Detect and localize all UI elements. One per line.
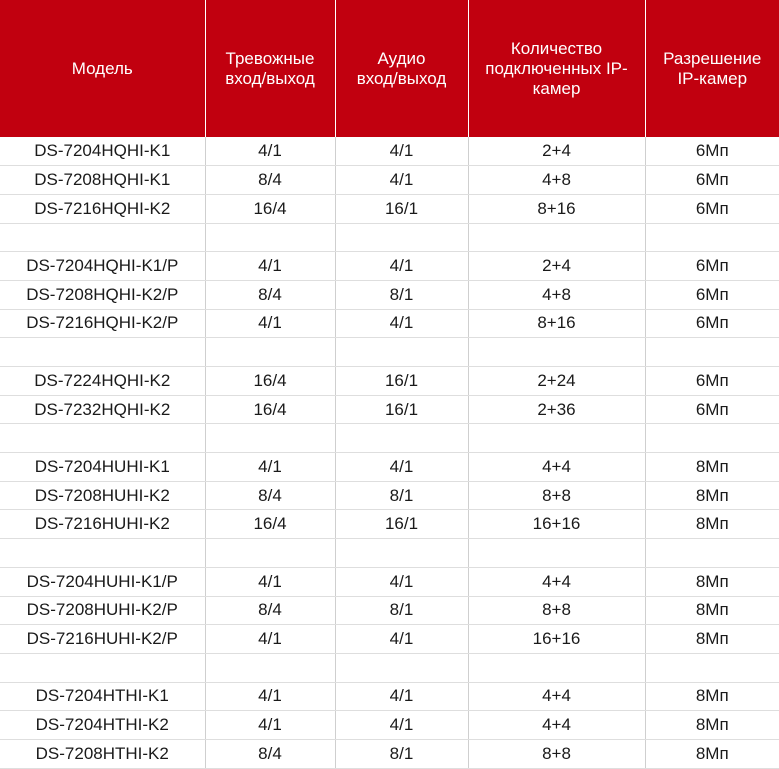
cell-model: DS-7208HUHI-K2 xyxy=(0,481,205,510)
cell-alarm-io: 4/1 xyxy=(205,309,335,338)
cell-ip-camera-count: 8+16 xyxy=(468,309,645,338)
cell-ip-camera-resolution xyxy=(645,653,779,682)
header-alarm-io: Тревожные вход/выход xyxy=(205,0,335,137)
cell-audio-io: 4/1 xyxy=(335,625,468,654)
cell-alarm-io: 4/1 xyxy=(205,252,335,281)
table-header xyxy=(0,0,779,137)
cell-ip-camera-count: 4+4 xyxy=(468,711,645,740)
cell-ip-camera-count: 4+4 xyxy=(468,453,645,482)
cell-ip-camera-count xyxy=(468,338,645,367)
header-ip-camera-count: Количество подключенных IP- камер xyxy=(468,0,645,137)
cell-ip-camera-resolution xyxy=(645,223,779,252)
cell-ip-camera-resolution: 8Мп xyxy=(645,453,779,482)
cell-alarm-io: 8/4 xyxy=(205,166,335,195)
cell-model: DS-7208HQHI-K1 xyxy=(0,166,205,195)
cell-ip-camera-resolution xyxy=(645,338,779,367)
cell-audio-io: 4/1 xyxy=(335,453,468,482)
cell-audio-io: 16/1 xyxy=(335,367,468,396)
cell-audio-io: 8/1 xyxy=(335,481,468,510)
cell-alarm-io: 4/1 xyxy=(205,682,335,711)
table-row xyxy=(0,137,779,166)
table-row-spacer xyxy=(0,338,779,367)
cell-model: DS-7232HQHI-K2 xyxy=(0,395,205,424)
table-row xyxy=(0,481,779,510)
cell-audio-io: 8/1 xyxy=(335,280,468,309)
cell-audio-io: 4/1 xyxy=(335,309,468,338)
cell-ip-camera-resolution: 6Мп xyxy=(645,166,779,195)
cell-model: DS-7204HUHI-K1/P xyxy=(0,567,205,596)
cell-audio-io: 8/1 xyxy=(335,596,468,625)
cell-alarm-io: 8/4 xyxy=(205,280,335,309)
cell-alarm-io: 4/1 xyxy=(205,711,335,740)
cell-alarm-io: 16/4 xyxy=(205,395,335,424)
cell-model: DS-7204HQHI-K1 xyxy=(0,137,205,166)
cell-audio-io: 4/1 xyxy=(335,252,468,281)
cell-audio-io xyxy=(335,338,468,367)
table-row xyxy=(0,453,779,482)
cell-model: DS-7216HQHI-K2 xyxy=(0,194,205,223)
cell-alarm-io: 16/4 xyxy=(205,194,335,223)
cell-audio-io: 8/1 xyxy=(335,739,468,768)
table-row xyxy=(0,194,779,223)
cell-alarm-io xyxy=(205,424,335,453)
cell-audio-io: 4/1 xyxy=(335,682,468,711)
table-row xyxy=(0,510,779,539)
header-ip-camera-resolution: Разрешение IP-камер xyxy=(645,0,779,137)
cell-alarm-io: 8/4 xyxy=(205,739,335,768)
table-row xyxy=(0,711,779,740)
cell-ip-camera-count: 2+36 xyxy=(468,395,645,424)
cell-ip-camera-count: 2+4 xyxy=(468,252,645,281)
cell-model: DS-7208HTHI-K2 xyxy=(0,739,205,768)
cell-ip-camera-count: 4+8 xyxy=(468,166,645,195)
cell-model: DS-7216HUHI-K2 xyxy=(0,510,205,539)
cell-ip-camera-resolution: 8Мп xyxy=(645,682,779,711)
cell-alarm-io xyxy=(205,223,335,252)
table-row xyxy=(0,567,779,596)
cell-ip-camera-resolution: 8Мп xyxy=(645,625,779,654)
cell-model xyxy=(0,539,205,568)
cell-ip-camera-count xyxy=(468,539,645,568)
cell-ip-camera-resolution: 8Мп xyxy=(645,567,779,596)
cell-ip-camera-count xyxy=(468,653,645,682)
cell-alarm-io xyxy=(205,539,335,568)
cell-model: DS-7204HTHI-K1 xyxy=(0,682,205,711)
table-row xyxy=(0,625,779,654)
cell-audio-io: 4/1 xyxy=(335,567,468,596)
cell-model: DS-7208HUHI-K2/P xyxy=(0,596,205,625)
cell-alarm-io: 8/4 xyxy=(205,481,335,510)
cell-model: DS-7224HQHI-K2 xyxy=(0,367,205,396)
cell-ip-camera-resolution: 8Мп xyxy=(645,711,779,740)
header-model: Модель xyxy=(0,0,205,137)
cell-ip-camera-count: 8+8 xyxy=(468,481,645,510)
cell-ip-camera-resolution: 6Мп xyxy=(645,367,779,396)
table-row xyxy=(0,309,779,338)
cell-model xyxy=(0,653,205,682)
cell-audio-io: 16/1 xyxy=(335,395,468,424)
cell-ip-camera-resolution: 8Мп xyxy=(645,481,779,510)
cell-ip-camera-resolution: 6Мп xyxy=(645,194,779,223)
cell-model: DS-7208HQHI-K2/P xyxy=(0,280,205,309)
cell-alarm-io: 4/1 xyxy=(205,625,335,654)
cell-ip-camera-count: 8+16 xyxy=(468,194,645,223)
cell-ip-camera-count: 8+8 xyxy=(468,596,645,625)
cell-ip-camera-count: 2+24 xyxy=(468,367,645,396)
cell-ip-camera-resolution: 6Мп xyxy=(645,395,779,424)
table-row-spacer xyxy=(0,223,779,252)
cell-ip-camera-count: 2+4 xyxy=(468,137,645,166)
cell-model: DS-7204HQHI-K1/P xyxy=(0,252,205,281)
cell-ip-camera-resolution: 8Мп xyxy=(645,596,779,625)
table-row xyxy=(0,596,779,625)
cell-audio-io xyxy=(335,539,468,568)
cell-ip-camera-count: 4+4 xyxy=(468,682,645,711)
cell-ip-camera-count xyxy=(468,223,645,252)
cell-ip-camera-resolution: 6Мп xyxy=(645,252,779,281)
cell-alarm-io: 4/1 xyxy=(205,137,335,166)
table-row xyxy=(0,682,779,711)
cell-audio-io: 16/1 xyxy=(335,194,468,223)
cell-alarm-io: 4/1 xyxy=(205,453,335,482)
cell-ip-camera-count: 16+16 xyxy=(468,510,645,539)
table-row xyxy=(0,395,779,424)
table-row xyxy=(0,280,779,309)
cell-ip-camera-count: 4+8 xyxy=(468,280,645,309)
table-row-spacer xyxy=(0,539,779,568)
cell-ip-camera-resolution: 8Мп xyxy=(645,510,779,539)
cell-ip-camera-resolution: 8Мп xyxy=(645,739,779,768)
cell-model xyxy=(0,338,205,367)
cell-alarm-io: 16/4 xyxy=(205,367,335,396)
cell-ip-camera-resolution: 6Мп xyxy=(645,137,779,166)
cell-ip-camera-count: 8+8 xyxy=(468,739,645,768)
cell-model: DS-7216HQHI-K2/P xyxy=(0,309,205,338)
cell-audio-io xyxy=(335,223,468,252)
cell-ip-camera-count: 16+16 xyxy=(468,625,645,654)
table-row xyxy=(0,739,779,768)
cell-model: DS-7204HTHI-K2 xyxy=(0,711,205,740)
cell-alarm-io: 16/4 xyxy=(205,510,335,539)
table-row-spacer xyxy=(0,424,779,453)
cell-ip-camera-resolution xyxy=(645,424,779,453)
table-body xyxy=(0,137,779,768)
cell-model: DS-7204HUHI-K1 xyxy=(0,453,205,482)
header-row xyxy=(0,0,779,137)
cell-alarm-io xyxy=(205,653,335,682)
cell-ip-camera-resolution: 6Мп xyxy=(645,280,779,309)
cell-ip-camera-resolution xyxy=(645,539,779,568)
table-row-spacer xyxy=(0,653,779,682)
cell-alarm-io: 8/4 xyxy=(205,596,335,625)
cell-model: DS-7216HUHI-K2/P xyxy=(0,625,205,654)
cell-audio-io xyxy=(335,653,468,682)
table-row xyxy=(0,166,779,195)
cell-ip-camera-count: 4+4 xyxy=(468,567,645,596)
cell-ip-camera-count xyxy=(468,424,645,453)
cell-model xyxy=(0,424,205,453)
header-audio-io: Аудио вход/выход xyxy=(335,0,468,137)
cell-audio-io xyxy=(335,424,468,453)
cell-audio-io: 16/1 xyxy=(335,510,468,539)
cell-audio-io: 4/1 xyxy=(335,711,468,740)
cell-model xyxy=(0,223,205,252)
cell-audio-io: 4/1 xyxy=(335,137,468,166)
table-row xyxy=(0,252,779,281)
cell-alarm-io xyxy=(205,338,335,367)
cell-ip-camera-resolution: 6Мп xyxy=(645,309,779,338)
cell-audio-io: 4/1 xyxy=(335,166,468,195)
cell-alarm-io: 4/1 xyxy=(205,567,335,596)
table-row xyxy=(0,367,779,396)
